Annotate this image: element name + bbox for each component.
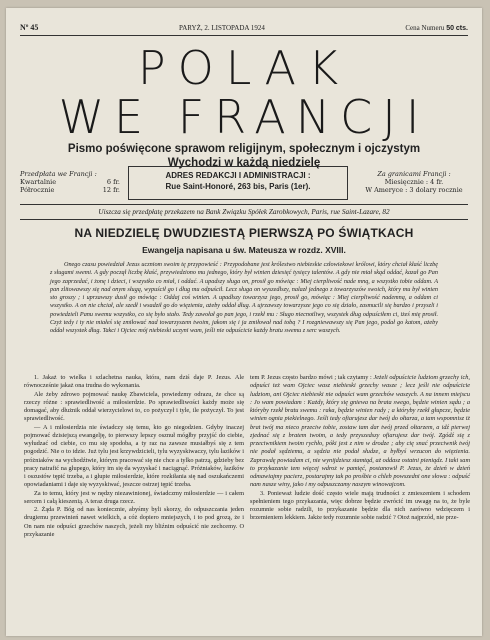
- paragraph: Za to temu, który jest w nędzy niezawinionej, świadczmy miłosierdzie — i całem sercem i całą kieszenią. A teraz druga rzecz.: [24, 489, 244, 505]
- subtitle-line1: Pismo poświęcone sprawom religijnym, społecznym i ojczystym: [67, 143, 421, 155]
- paragraph: 3. Ponieważ ludzie dość często wiele mają trudności z zmieszeniem i schodem spełnieniem tego przykazania, więc dobrze będzie zwrócić im uwagę na to, że byle rozumnie sobie radzili, to przykazanie będzie dla nich zarówno wdzięczem i brzemieniem lekkiem. Jakże tedy rozumnie sobie radzić ? Otoż najprzód, nie prze-: [250, 489, 470, 522]
- paragraph: — A i miłosierdzia nie świadczy się temu, kto go niegodzien. Gdyby inaczej pojmować dzisiejszą ewangelję, to pierwszy lepszy osznuł mógłby przyjść do ciebie, wyłudzać od ciebie, co mu się spodoba, a ty raz na zawsze musiałbyś się z tem pogodzić. Nie o to idzie. Już tylu jest krzywdzicieli, tylu wyzyskiwaczy, tylu łazików i próżniaków na wychodźtwie, którym pracować się nie chce a tylko patrzą, gdzieby bez pracy natrafić na głupego, który im się da wyzyskać i naciągnąć. Próżniaków, łazików i oszustów tępić trzeba, a i głupie miłosierdzie, które rozkiłania się nad oszukańczemi opowiadaniami i daje się wyzyskiwać, jeszcze ostrzej tępić trzeba.: [24, 423, 244, 489]
- gospel-reference: Ewangelja napisana u św. Mateusza w rozdz. XVIII.: [142, 245, 346, 255]
- paragraph: [250, 374, 470, 490]
- payment-notice: Uiszcza się przedpłatę przekazem na Bank Związku Spółek Zarobkowych, Paris, rue Saint-Lazare, 82: [98, 208, 390, 216]
- article-column-left: [24, 374, 244, 539]
- article-headline: NA NIEDZIELĘ DWUDZIESTĄ PIERWSZĄ PO ŚWIĄTKACH: [74, 226, 414, 240]
- address-street: Rue Saint-Honoré, 263 bis, Paris (1er).: [165, 182, 311, 191]
- subscription-label: Półrocznie: [20, 186, 55, 194]
- subscription-abroad-monthly: Miesięcznie : 4 fr.: [384, 178, 444, 186]
- masthead-line2: WE FRANCJI: [58, 90, 430, 144]
- subscription-row: [20, 178, 120, 186]
- subscription-abroad: [358, 170, 470, 194]
- subscription-label: Kwartalnie: [20, 178, 57, 186]
- paragraph-text: tem P. Jezus często bardzo mówi ; tak czytamy :: [250, 374, 372, 381]
- subscription-abroad-title: Za granicami Francji :: [377, 170, 451, 178]
- paragraph: Ale żeby zdrowo pojmować naukę Zbawiciela, powiedzmy odrazu, że chce są rzeczy różne : sprawiedliwość a miłosierdzie. Po sprawiedliwości każdy może się domagać, aby dłużnik oddał wierzycielowi to, co pożyczył i tyle, ile pożyczył. To jest sprawiedliwość.: [24, 390, 244, 423]
- subscription-abroad-america: W Ameryce : 3 dolary rocznie: [365, 186, 463, 194]
- subtitle-line2: Wychodzi w każdą niedzielę: [167, 157, 321, 169]
- subscription-france: [20, 170, 120, 194]
- issue-number: Nº 45: [20, 23, 39, 32]
- address-box: [128, 166, 348, 200]
- notice-rule-bottom: [20, 219, 468, 220]
- address-heading: ADRES REDAKCJI I ADMINISTRACJI :: [165, 171, 311, 180]
- subscription-row: [20, 186, 120, 194]
- paragraph: 1. Jakaż to wielka i szlachetna nauka, która, nam dziś daje P. Jezus. Ale równocześnie jakaż ona trudna do wykonania.: [24, 374, 244, 390]
- price-label: Cena Numeru: [405, 24, 445, 32]
- price: [405, 24, 468, 32]
- price-value: 50 cts.: [446, 25, 468, 32]
- quoted-scripture: Jeżeli odpuścicie ludziom grzechy ich, odpuści też wam Ojciec wasz niebieski grzechy wasze ; lecz jeśli nie odpuścicie ludziom, ani Ojciec niebieski nie odpuści wam grzechów waszych. A na innem miejscu : Jo wam powiadam : Każdy, który się gniewa na brata swego, będzie winien sądu ; a któryby rzekł bratu swemu : raka, będzie winien rady ; a któryby rzekł głupcze, będzie winien ognia piekielnego. Jeśli tedy ofiarujesz dar twój do ołtarza, a tam wspomnisz iż brat twój ma nieco przeciw tobie, zostaw tam dar twój przed ołtarzem, a idź pierwej zjednać się z bratem twoim, a tedy przyszedszy ofiarujesz dar twój. Zgódź się z przeciwnikiem twoim rychło, póki jest z nim w drodze ; aby cię snać przeciwnik twój nie podał sędziemu, a sędzia nie podał słudze, a byłbyś wrzucon do więzienia. Zaprawdę powiadam ci, nie wynijdziesz stamtąd, aż oddasz ostatni pieniądz. I taki sam to przykazanie tem więcej wdroż w pamięć, postanowił P. Jezus, że dzień w dzień odmawiajmy pacierz, postarajmy tak po prośbie o chleb powszedni one słowa : odpuść nam nasze winy, jako i my odpuszczamy naszym winowajcom.: [250, 374, 470, 489]
- masthead-line1: POLAK: [137, 41, 351, 95]
- dateline-bar: [20, 23, 468, 32]
- paragraph: 2. Żąda P. Bóg od nas koniecznie, abyśmy byli skorzy, do odpuszczania jeden drugiemu przewinień nawet wielkich, a cóż dopiero mniejszych, i to pod grozą, że i On nam nie odpuści grzechów naszych, jeżeli my bliźnim odpuścić nie zechcemy. O przykazanie: [24, 506, 244, 538]
- subscription-value: 12 fr.: [102, 186, 120, 194]
- subscription-value: 6 fr.: [106, 178, 120, 186]
- dateline: PARYŻ, 2. LISTOPADA 1924: [178, 24, 265, 32]
- newspaper-page: [6, 8, 482, 636]
- article-column-right: [250, 374, 470, 523]
- top-rule: [20, 35, 468, 36]
- notice-rule-top: [20, 204, 468, 205]
- subscription-france-title: Przedpłata we Francji :: [20, 170, 97, 178]
- gospel-text: Onego czasu powiedział Jezus uczniom swoim tę przypowieść : Przypodobane jest królestwo niebieskie człowiekowi królowi, który chciał kłaść liczbę z sługami swemi. A gdy począł liczbę kłaść, przywiedziono mu jednego, który był winien dziesięć tysięcy talentów. A gdy nie miał skąd oddać, kazał go Pan jego zaprzedać, i żonę i dzieci, i wszystko co miał, i oddać. A upadszy sługa on, prosił go mówiąc : Miej cierpliwość nade mną, a wszystko tobie oddam. A pan zlitowawszy się nad onym sługą, wypuścił go i dług mu odpuścił. Lecz sługa on wyszedłszy, nalazł jednego z towarzyszów swoich, który mu był winien sto groszy ; i uprzawszy dusił go mówiąc : Oddaj coś winien. A upadłszy towarzysz jego, prosił go, mówiąc : Miej cierpliwość nademną, a oddam ci wszystko. A on nie chciał, ale szedł i wsadził go do więzienia, ażeby oddał dług. A ujrzawszy towarzysze jego co się działo, zasmucili się bardzo i przyszli i powiedzieli Panu swemu wszystko, co się było stało. Tedy zawołał go pan jego, i rzekł mu : Sługo niecnotliwy, wszystek dług odpuściłem ci, iżeś mię prosił. Czyż tedy i ty nie miałeś się zmiłować nad towarzyszem twoim, jakom się i ja zmiłował nad tobą ? I rozgniewawszy się Pan jego, podał go katom, ażeby oddał wszystek dług. Takci i Ojciec mój niebieski uczyni wam, jeśli nie odpuścicie każdy bratu swemu z serc waszych.: [50, 261, 438, 335]
